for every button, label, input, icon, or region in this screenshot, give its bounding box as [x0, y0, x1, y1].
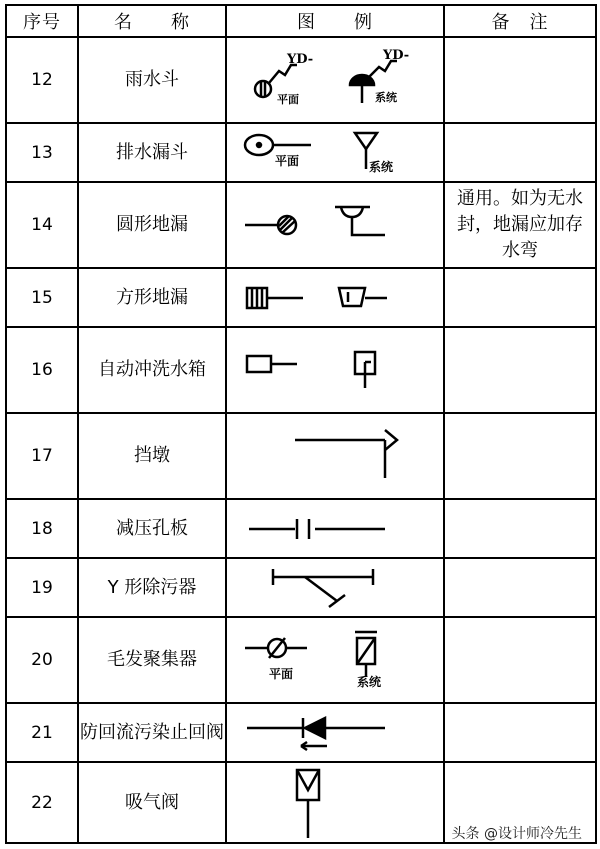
header-index: 序号 — [6, 5, 78, 37]
plan-label: 平面 — [269, 667, 294, 681]
plan-tag-label: YD- — [287, 52, 314, 67]
row-name: 减压孔板 — [78, 499, 226, 558]
row-name: 挡墩 — [78, 413, 226, 499]
row-index: 13 — [6, 123, 78, 182]
row-name: 防回流污染止回阀 — [78, 703, 226, 762]
thrust-block-icon — [226, 413, 444, 499]
row-note — [444, 499, 596, 558]
system-tag-label: YD- — [383, 48, 410, 63]
row-index: 20 — [6, 617, 78, 703]
drain-funnel-icon — [226, 123, 444, 182]
row-note: 通用。如为无水封，地漏应加存水弯 — [444, 182, 596, 268]
backflow-check-valve-icon — [226, 703, 444, 762]
table-row — [6, 499, 596, 558]
table-row — [6, 703, 596, 762]
roof-drain-icon — [226, 37, 444, 123]
row-index: 12 — [6, 37, 78, 123]
table-row — [6, 268, 596, 327]
row-index: 18 — [6, 499, 78, 558]
table-row — [6, 123, 596, 182]
row-name: 毛发聚集器 — [78, 617, 226, 703]
row-note — [444, 413, 596, 499]
y-strainer-icon — [226, 558, 444, 617]
header-row — [6, 5, 596, 37]
row-index: 21 — [6, 703, 78, 762]
row-note — [444, 558, 596, 617]
row-note — [444, 327, 596, 413]
header-name: 名 称 — [78, 5, 226, 37]
row-note — [444, 617, 596, 703]
table-row — [6, 617, 596, 703]
row-note — [444, 268, 596, 327]
row-name: 吸气阀 — [78, 762, 226, 843]
system-label: 系统 — [357, 675, 382, 689]
table-row — [6, 327, 596, 413]
row-name: Y 形除污器 — [78, 558, 226, 617]
row-index: 17 — [6, 413, 78, 499]
row-note — [444, 123, 596, 182]
row-name: 自动冲洗水箱 — [78, 327, 226, 413]
watermark: 头条 @设计师冷先生 — [451, 826, 582, 842]
row-index: 16 — [6, 327, 78, 413]
row-name: 圆形地漏 — [78, 182, 226, 268]
row-name: 方形地漏 — [78, 268, 226, 327]
row-note — [444, 703, 596, 762]
air-admittance-valve-icon — [226, 762, 444, 843]
row-name: 雨水斗 — [78, 37, 226, 123]
header-figure: 图 例 — [226, 5, 444, 37]
square-floor-drain-icon — [226, 268, 444, 327]
table-row — [6, 558, 596, 617]
row-note — [444, 37, 596, 123]
auto-flush-tank-icon — [226, 327, 444, 413]
hair-collector-icon — [226, 617, 444, 703]
table-row — [6, 37, 596, 123]
legend-table — [5, 4, 597, 844]
row-name: 排水漏斗 — [78, 123, 226, 182]
row-index: 15 — [6, 268, 78, 327]
round-floor-drain-icon — [226, 182, 444, 268]
plan-label: 平面 — [275, 153, 300, 168]
header-note: 备 注 — [444, 5, 596, 37]
system-label: 系统 — [375, 91, 397, 104]
row-index: 19 — [6, 558, 78, 617]
table-row — [6, 182, 596, 268]
plan-label: 平面 — [277, 93, 299, 106]
row-index: 14 — [6, 182, 78, 268]
pressure-orifice-icon — [226, 499, 444, 558]
system-label: 系统 — [369, 159, 394, 174]
table-row — [6, 413, 596, 499]
row-index: 22 — [6, 762, 78, 843]
